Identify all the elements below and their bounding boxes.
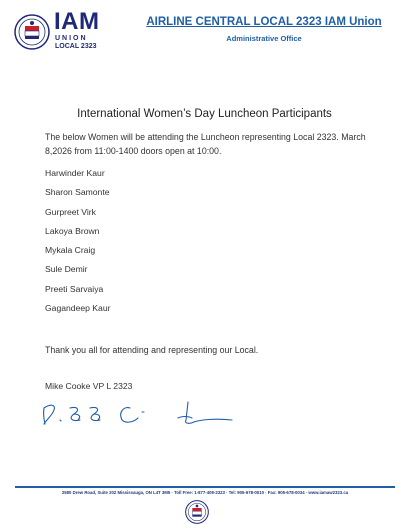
participant-name: Lakoya Brown [45,225,100,236]
logo-local: LOCAL 2323 [55,43,97,50]
letter-intro: The below Women will be attending the Luncheon representing Local 2323. March 8,2026 from 11:00-1400 doors open at 10:00. [45,132,366,156]
letterhead [0,0,409,60]
closing-remark: Thank you all for attending and representing our Local. [45,345,259,355]
office-name: Administrative Office [226,34,302,43]
letter-title: International Women’s Day Luncheon Participants [77,108,332,120]
participant-list [45,167,110,321]
participant-name: Gurpreet Virk [45,206,96,217]
iam-seal-icon [14,14,50,50]
participant-name: Sharon Samonte [45,187,110,198]
iam-logo [14,8,110,54]
iam-seal-icon [185,500,209,524]
handwritten-signature [38,400,238,430]
logo-union: UNION [55,35,88,42]
organization-name: AIRLINE CENTRAL LOCAL 2323 IAM Union [146,16,382,28]
footer-divider [15,486,395,488]
participant-name: Mykala Craig [45,245,96,256]
participant-name: Sule Demir [45,264,88,275]
participant-name: Preeti Sarvaiya [45,283,104,294]
logo-wordmark: IAM [54,8,100,35]
signer-name: Mike Cooke VP L 2323 [45,381,133,391]
participant-name: Harwinder Kaur [45,168,105,178]
participant-name: Gagandeep Kaur [45,303,111,314]
footer-address: 2580 Drew Road, Suite 202 Mississauga, ON L4T 3M5 · Toll Free: 1-877-409-2323 · Tel: 905-678-0010 · Fax: 905-678-0034 · www.iamaw2323.ca [61,490,349,495]
